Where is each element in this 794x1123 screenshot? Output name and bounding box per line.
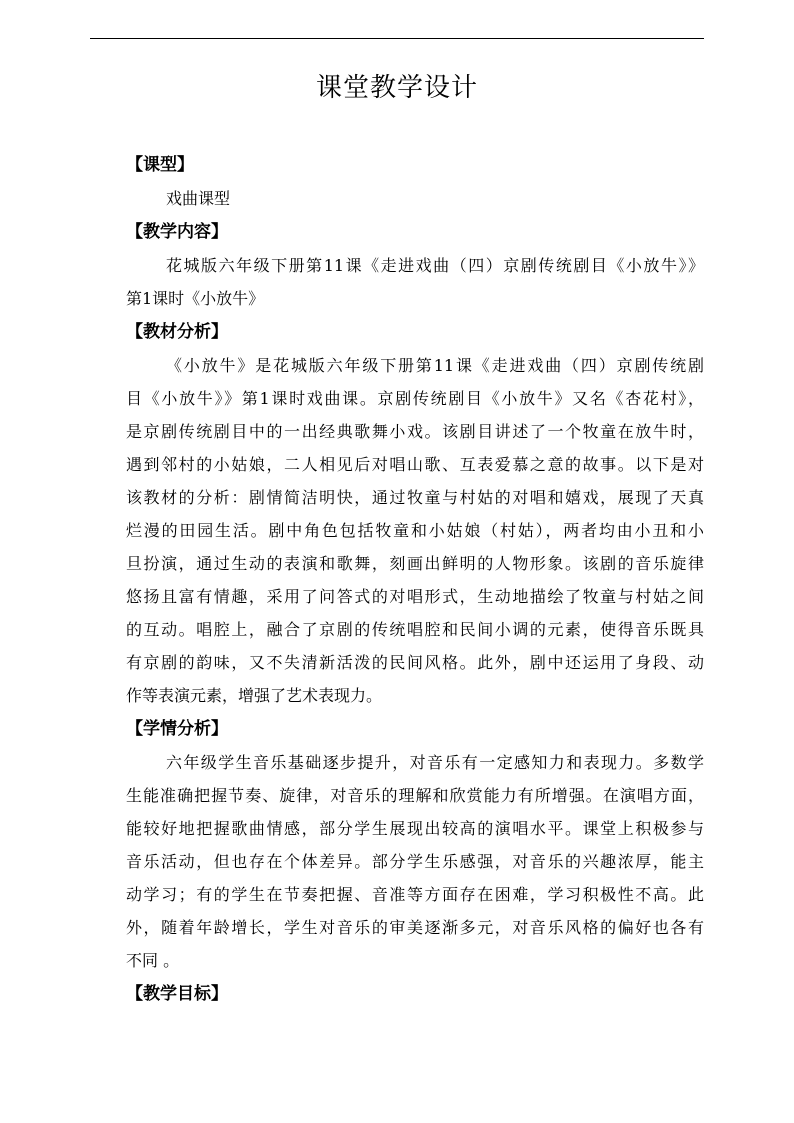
section-text-content bbox=[90, 249, 704, 315]
section-text-material bbox=[90, 349, 704, 712]
text-line: 音乐活动，但也存在个体差异。部分学生乐感强，对音乐的兴趣浓厚，能主 bbox=[126, 852, 704, 871]
text-line: 烂漫的田园生活。剧中角色包括牧童和小姑娘（村姑），两者均由小丑和小 bbox=[126, 521, 704, 540]
page-title: 课堂教学设计 bbox=[315, 73, 478, 103]
text-line: 该教材的分析：剧情简洁明快，通过牧童与村姑的对唱和嬉戏，展现了天真 bbox=[126, 488, 704, 507]
text-line: 动学习；有的学生在节奏把握、音准等方面存在困难，学习积极性不高。此 bbox=[126, 885, 704, 904]
text-line: 《小放牛》是花城版六年级下册第11课《走进戏曲（四）京剧传统剧 bbox=[166, 356, 704, 375]
header-rule bbox=[90, 38, 704, 39]
text-line: 目《小放牛》》第1课时戏曲课。京剧传统剧目《小放牛》又名《杏花村》， bbox=[126, 389, 704, 408]
section-content bbox=[90, 215, 704, 315]
text-line: 戏曲课型 bbox=[166, 189, 231, 208]
section-students bbox=[90, 712, 704, 977]
section-material bbox=[90, 315, 704, 712]
section-heading-content: 【教学内容】 bbox=[126, 222, 228, 242]
section-type bbox=[90, 148, 704, 215]
text-line: 外，随着年龄增长，学生对音乐的审美逐渐多元，对音乐风格的偏好也各有 bbox=[126, 918, 704, 937]
text-line: 能较好地把握歌曲情感，部分学生展现出较高的演唱水平。课堂上积极参与 bbox=[126, 819, 704, 838]
text-line: 有京剧的韵味，又不失清新活泼的民间风格。此外，剧中还运用了身段、动 bbox=[126, 653, 704, 672]
text-line: 六年级学生音乐基础逐步提升，对音乐有一定感知力和表现力。多数学 bbox=[166, 753, 704, 772]
text-line: 不同 。 bbox=[126, 951, 180, 970]
section-text-students bbox=[90, 746, 704, 977]
text-line: 遇到邻村的小姑娘，二人相见后对唱山歌、互表爱慕之意的故事。以下是对 bbox=[126, 455, 704, 474]
text-line: 花城版六年级下册第11课《走进戏曲（四）京剧传统剧目《小放牛》》 bbox=[166, 256, 704, 275]
text-line: 作等表演元素，增强了艺术表现力。 bbox=[126, 686, 383, 705]
text-line: 的互动。唱腔上，融合了京剧的传统唱腔和民间小调的元素，使得音乐既具 bbox=[126, 620, 704, 639]
section-heading-goals: 【教学目标】 bbox=[126, 984, 228, 1004]
text-line: 是京剧传统剧目中的一出经典歌舞小戏。该剧目讲述了一个牧童在放牛时， bbox=[126, 422, 704, 441]
section-heading-type: 【课型】 bbox=[126, 155, 194, 175]
text-line: 第1课时《小放牛》 bbox=[126, 289, 265, 308]
text-line: 旦扮演，通过生动的表演和歌舞，刻画出鲜明的人物形象。该剧的音乐旋律 bbox=[126, 554, 704, 573]
section-goals bbox=[90, 977, 704, 1011]
section-heading-material: 【教材分析】 bbox=[126, 322, 228, 342]
section-text-type bbox=[90, 182, 704, 215]
text-line: 生能准确把握节奏、旋律，对音乐的理解和欣赏能力有所增强。在演唱方面， bbox=[126, 786, 704, 805]
text-line: 悠扬且富有情趣，采用了问答式的对唱形式，生动地描绘了牧童与村姑之间 bbox=[126, 587, 704, 606]
section-heading-students: 【学情分析】 bbox=[126, 719, 228, 739]
document-body bbox=[90, 148, 704, 1011]
